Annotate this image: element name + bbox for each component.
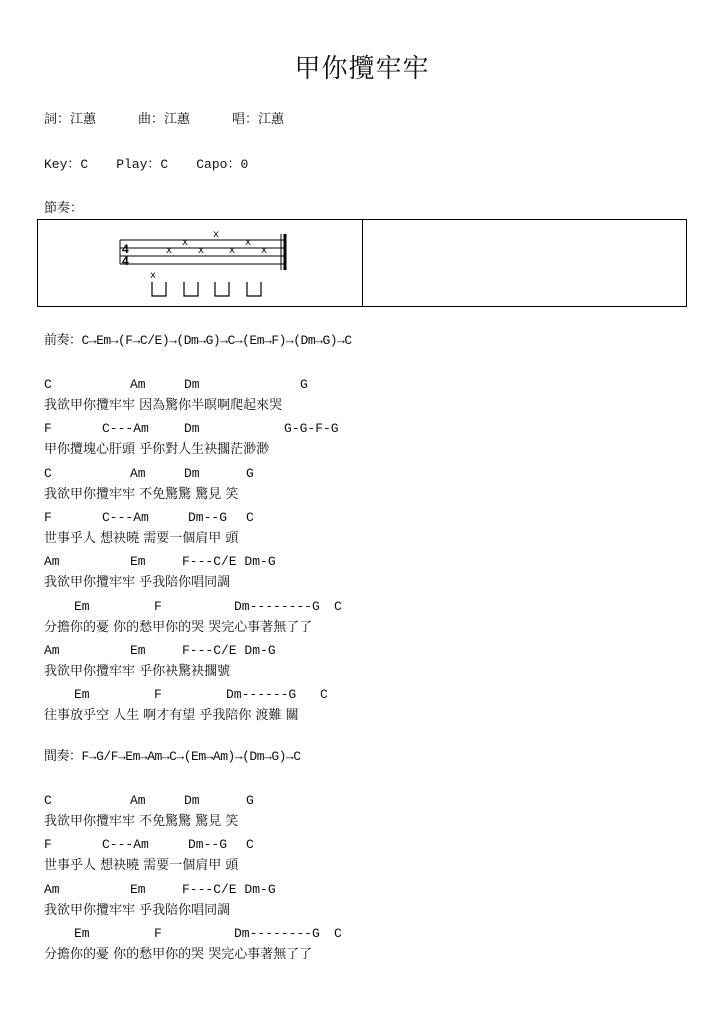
chord: Am	[130, 465, 146, 481]
chord: Dm	[184, 465, 200, 481]
chord: F	[154, 687, 162, 703]
beat-beam	[247, 282, 261, 296]
chord: Dm------G	[226, 687, 297, 703]
time-signature-top: 4	[122, 242, 129, 256]
chord: F---C/E Dm-G	[182, 642, 276, 658]
chord: Em	[130, 881, 146, 897]
chord: C	[246, 509, 254, 525]
chord: Am	[44, 642, 60, 658]
chord: F	[44, 509, 52, 525]
play-value: Play：C	[116, 157, 169, 172]
lyric-line: 我欲甲你攬牢牢 因為驚你半暝啊爬起來哭	[44, 398, 283, 413]
chord: Dm	[184, 421, 200, 437]
chord: C	[44, 377, 52, 392]
lyric-line: 世事乎人 想袂曉 需要一個肩甲 頭	[44, 858, 239, 874]
chord: F	[154, 925, 162, 941]
chord: Dm--------G	[234, 925, 320, 941]
beat-beam	[215, 282, 229, 296]
chord: G-G-F-G	[284, 421, 339, 437]
lyric-line: 我欲甲你攬牢牢 乎我陪你唱同調	[44, 902, 231, 918]
chord: G	[246, 793, 254, 808]
chord: C	[334, 598, 342, 614]
rhythm-box	[37, 219, 687, 307]
chord: Em	[74, 925, 90, 941]
chord: Am	[130, 377, 146, 392]
chord: Em	[130, 554, 146, 570]
chord: C	[320, 687, 328, 703]
lyric-line: 分擔你的憂 你的愁甲你的哭 哭完心事著無了了	[44, 946, 313, 962]
lyric-line: 往事放乎空 人生 啊才有望 乎我陪你 渡難 關	[44, 708, 299, 724]
lyric-line: 我欲甲你攬牢牢 不免驚驚 驚見 笑	[44, 814, 239, 829]
chord: C	[44, 793, 52, 808]
lyric-line: 世事乎人 想袂曉 需要一個肩甲 頭	[44, 530, 239, 546]
chord: Dm--G	[188, 837, 228, 853]
time-signature-bottom: 4	[122, 254, 129, 268]
beat-beam	[184, 282, 198, 296]
beat-beam	[152, 282, 166, 296]
chord: C---Am	[102, 509, 149, 525]
singer-credit: 唱：江蕙	[232, 112, 285, 127]
chord: C---Am	[102, 421, 149, 437]
rhythm-mark: x	[197, 246, 205, 257]
rhythm-staff	[38, 220, 362, 306]
chord: F---C/E Dm-G	[182, 554, 276, 570]
chord: Em	[74, 687, 90, 703]
rhythm-mark: x	[149, 271, 157, 282]
chord: C	[44, 465, 52, 481]
credits-line	[44, 112, 284, 128]
chord: Dm--------G	[234, 598, 320, 614]
rhythm-divider	[362, 220, 363, 306]
key-value: Key：C	[44, 157, 89, 172]
rhythm-mark: x	[181, 238, 189, 249]
lyric-line: 我欲甲你攬牢牢 乎你袂驚袂擱號	[44, 663, 231, 679]
chord: C---Am	[102, 837, 149, 853]
chord: Em	[130, 642, 146, 658]
lyricist-credit: 詞：江蕙	[44, 112, 97, 127]
lyric-line: 我欲甲你攬牢牢 乎我陪你唱同調	[44, 575, 231, 591]
song-title: 甲你攬牢牢	[294, 54, 430, 84]
lyric-line: 分擔你的憂 你的愁甲你的哭 哭完心事著無了了	[44, 619, 313, 635]
rhythm-label: 節奏：	[44, 201, 84, 216]
chord: F	[154, 598, 162, 614]
chord: G	[246, 465, 254, 481]
chord: Dm--G	[188, 509, 228, 525]
chord: Dm	[184, 793, 200, 808]
rhythm-mark: x	[244, 238, 252, 249]
lyric-line: 甲你攬塊心肝頭 乎你對人生袂擱茫渺渺	[44, 442, 270, 458]
chord: G	[300, 377, 308, 392]
key-info-line	[44, 157, 248, 173]
interlude-progression: 間奏：F→G/F→Em→Am→C→(Em→Am)→(Dm→G)→C	[44, 749, 301, 764]
chord: F	[44, 421, 52, 437]
rhythm-mark: x	[212, 230, 220, 241]
chord: F	[44, 837, 52, 853]
lyric-line: 我欲甲你攬牢牢 不免驚驚 驚見 笑	[44, 486, 239, 502]
chord: Am	[44, 554, 60, 570]
chord: F---C/E Dm-G	[182, 881, 276, 897]
chord: Dm	[184, 377, 200, 392]
chord: Em	[74, 598, 90, 614]
chord: C	[334, 925, 342, 941]
rhythm-mark: x	[228, 246, 236, 257]
rhythm-mark: x	[260, 246, 268, 257]
chord: C	[246, 837, 254, 853]
rhythm-mark: x	[165, 246, 173, 257]
intro-progression: 前奏：C→Em→(F→C/E)→(Dm→G)→C→(Em→F)→(Dm→G)→C	[44, 333, 352, 348]
composer-credit: 曲：江蕙	[138, 112, 191, 127]
chord: Am	[44, 881, 60, 897]
chord: Am	[130, 793, 146, 808]
capo-value: Capo：0	[196, 157, 249, 172]
